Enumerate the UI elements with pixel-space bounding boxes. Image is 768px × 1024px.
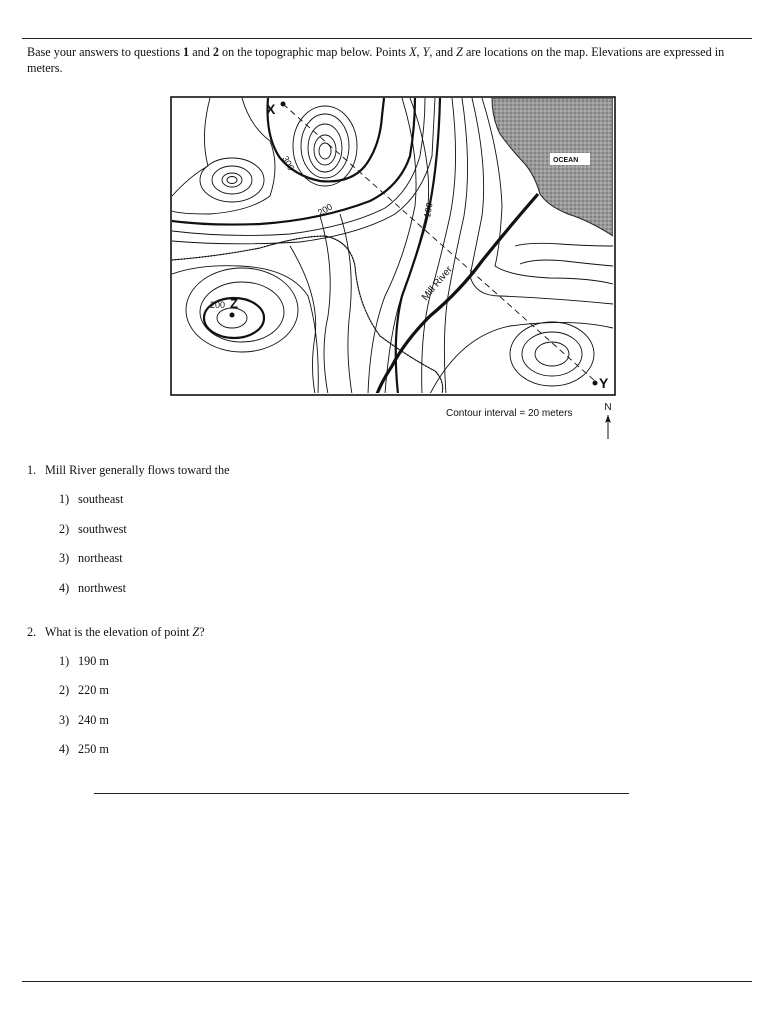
topographic-map — [170, 96, 616, 396]
ocean-label: OCEAN — [553, 157, 579, 164]
option-number: 3) — [59, 551, 70, 565]
question-text: What is the elevation of point — [44, 625, 193, 639]
option-number: 4) — [59, 742, 70, 756]
instr-question-2: 2 — [212, 45, 219, 59]
option-text: 240 m — [78, 713, 109, 727]
instr-suffix: are locations on the map. Elevations are expressed in meters. — [27, 45, 725, 75]
contour-label-300: 300 — [280, 154, 297, 173]
q1-option-3[interactable] — [59, 551, 123, 566]
point-x-marker — [281, 102, 286, 107]
question-2 — [27, 625, 205, 640]
option-text: northwest — [78, 581, 127, 595]
question-text-end: ? — [199, 625, 205, 639]
q1-option-2[interactable] — [59, 522, 127, 537]
option-text: 250 m — [78, 742, 109, 756]
contour-label-100: 100 — [422, 201, 435, 219]
option-number: 2) — [59, 683, 70, 697]
option-number: 2) — [59, 522, 70, 536]
instr-question-1: 1 — [183, 45, 190, 59]
instr-point-z: Z — [456, 45, 463, 59]
contour-interval-note: Contour interval = 20 meters — [446, 408, 573, 419]
north-label: N — [604, 402, 612, 413]
q2-option-4[interactable] — [59, 742, 109, 757]
contour-label-200: 200 — [316, 201, 335, 218]
option-number: 3) — [59, 713, 70, 727]
point-y-marker — [593, 381, 598, 386]
point-z-label: Z — [230, 296, 238, 311]
top-rule — [22, 38, 752, 39]
point-y-label: Y — [599, 375, 609, 391]
q2-option-1[interactable] — [59, 654, 109, 669]
instr-and-2: , and — [429, 45, 457, 59]
option-number: 1) — [59, 492, 70, 506]
instr-middle: on the topographic map below. Points — [218, 45, 410, 59]
q1-option-1[interactable] — [59, 492, 123, 507]
question-text: Mill River generally flows toward the — [45, 463, 230, 477]
instructions-text — [27, 44, 739, 76]
point-z-marker — [230, 313, 235, 318]
section-divider — [94, 793, 629, 794]
option-text: 220 m — [78, 683, 109, 697]
option-text: southeast — [78, 492, 124, 506]
q2-option-2[interactable] — [59, 683, 109, 698]
river-label: Mill River — [419, 264, 455, 303]
question-number: 1. — [27, 463, 37, 477]
contour-label-200-z: 200 — [210, 300, 226, 310]
instr-point-y: Y — [422, 45, 430, 59]
instr-prefix: Base your answers to questions — [27, 45, 184, 59]
point-x-label: X — [266, 101, 276, 117]
bottom-rule — [22, 981, 752, 982]
option-text: northeast — [78, 551, 123, 565]
option-text: 190 m — [78, 654, 109, 668]
q2-option-3[interactable] — [59, 713, 109, 728]
instr-and: and — [189, 45, 213, 59]
question-1 — [27, 463, 230, 478]
option-text: southwest — [78, 522, 127, 536]
instr-comma: , — [416, 45, 423, 59]
north-arrow-icon — [600, 413, 616, 441]
question-number: 2. — [27, 625, 37, 639]
question-point: Z — [192, 625, 200, 639]
q1-option-4[interactable] — [59, 581, 126, 596]
north-arrow — [600, 402, 616, 442]
option-number: 4) — [59, 581, 70, 595]
instr-point-x: X — [409, 45, 417, 59]
option-number: 1) — [59, 654, 70, 668]
